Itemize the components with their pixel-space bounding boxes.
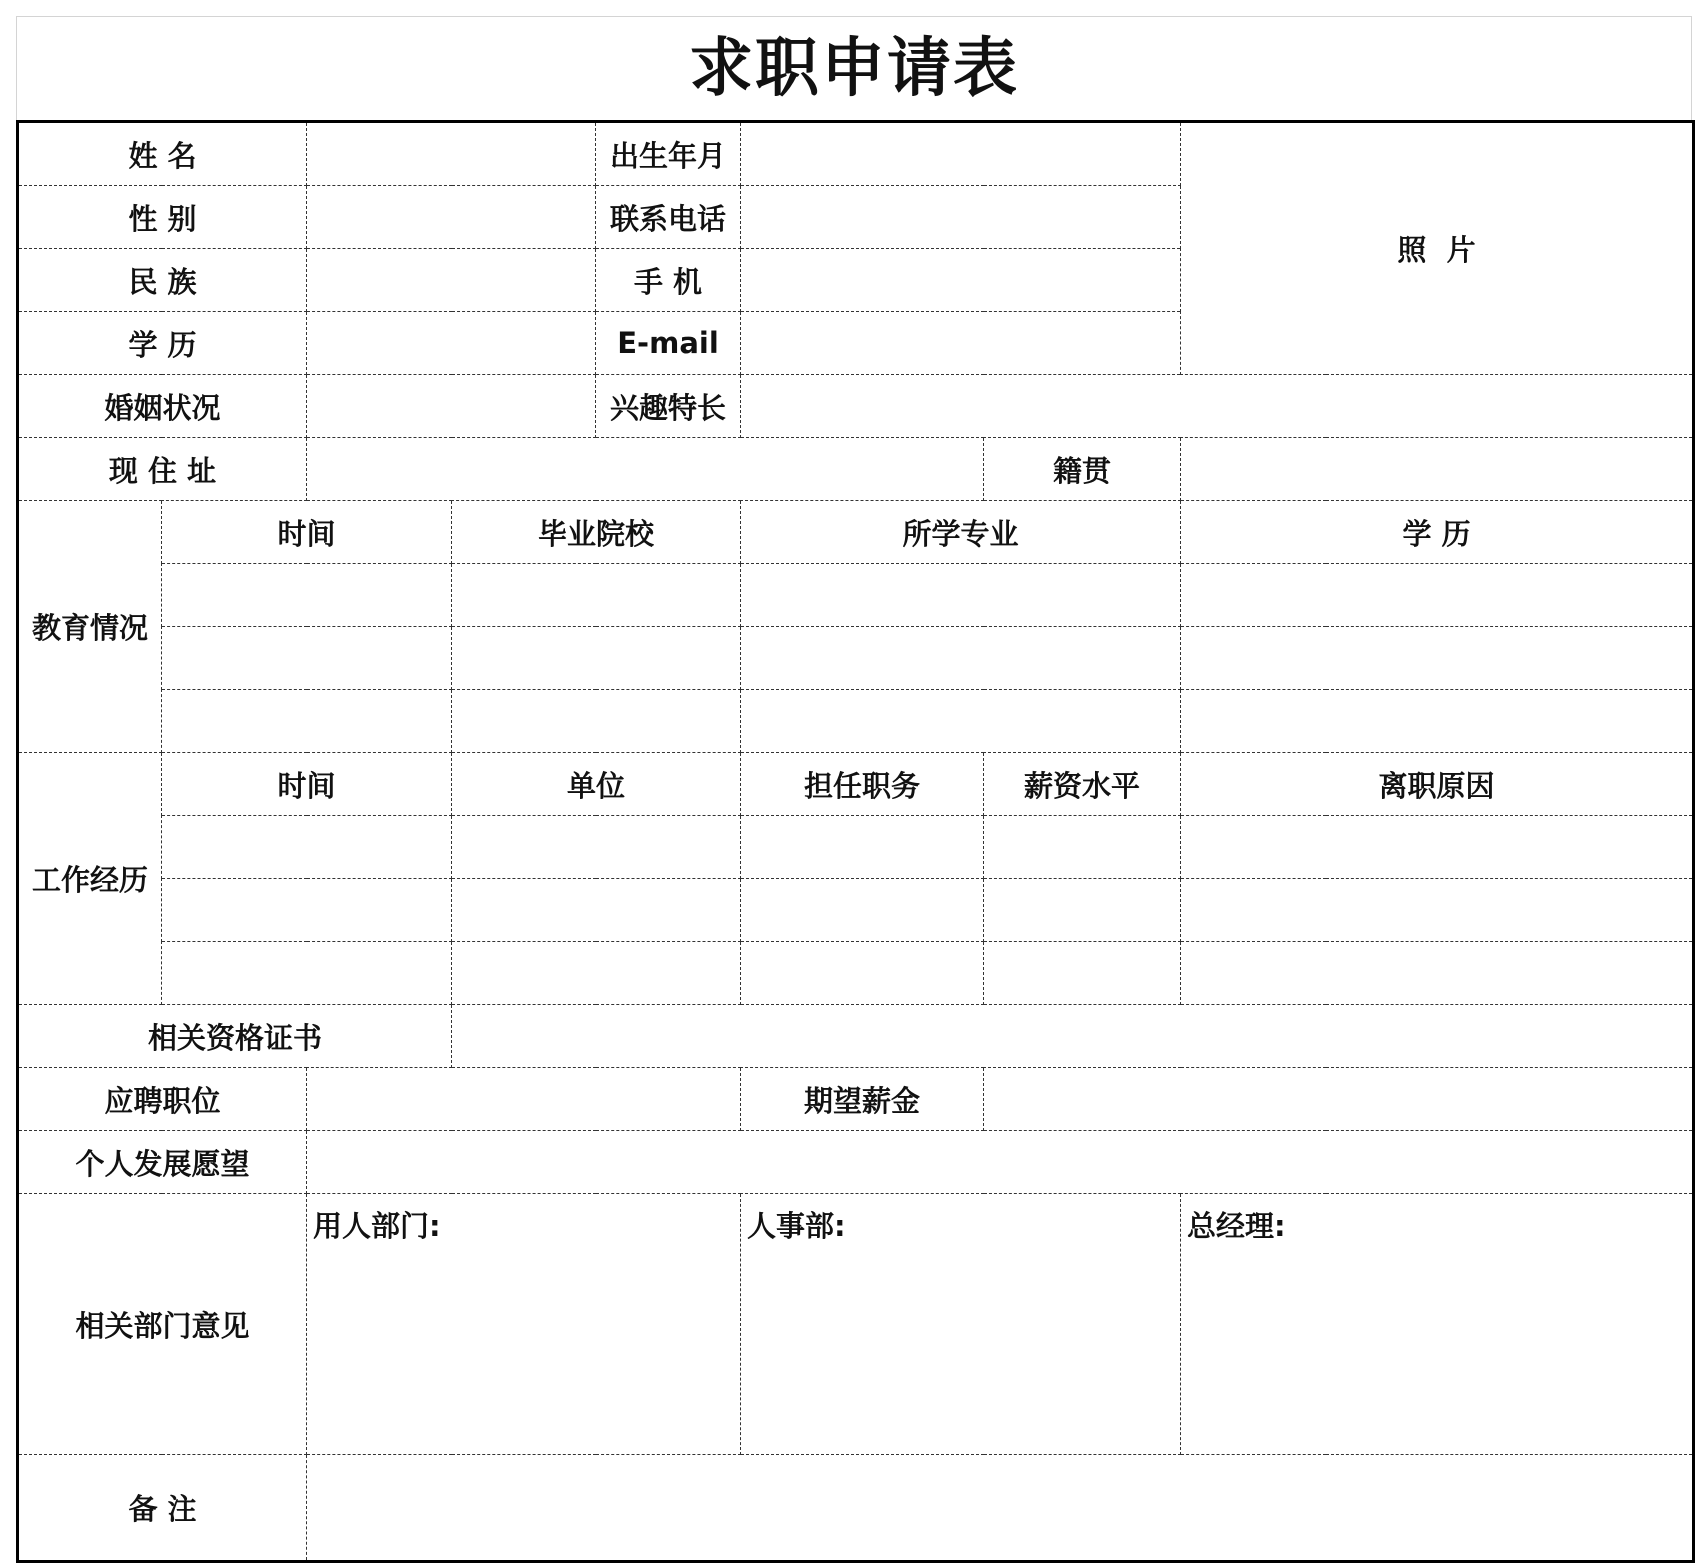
work-salary-field[interactable]: [984, 816, 1181, 879]
birth-label: 出生年月: [596, 122, 741, 186]
salary-field[interactable]: [984, 1068, 1694, 1131]
edu-time-field[interactable]: [162, 564, 452, 627]
work-reason-field[interactable]: [1181, 816, 1694, 879]
phone-field[interactable]: [741, 186, 1181, 249]
edu-school-field[interactable]: [452, 564, 741, 627]
address-label: 现 住 址: [18, 438, 307, 501]
hometown-label: 籍贯: [984, 438, 1181, 501]
work-time-field[interactable]: [162, 816, 452, 879]
work-company-field[interactable]: [452, 816, 741, 879]
work-position-field[interactable]: [741, 942, 984, 1005]
work-time-field[interactable]: [162, 942, 452, 1005]
edu-degree-field[interactable]: [1181, 627, 1694, 690]
work-header-salary: 薪资水平: [984, 753, 1181, 816]
application-form-table: [16, 120, 1695, 1563]
edu-time-field[interactable]: [162, 627, 452, 690]
work-row: [18, 942, 1694, 1005]
edu-degree-field[interactable]: [1181, 564, 1694, 627]
name-field[interactable]: [307, 122, 596, 186]
work-row: [18, 816, 1694, 879]
certificates-label: 相关资格证书: [18, 1005, 452, 1068]
hr-opinion-field[interactable]: [741, 1194, 1181, 1455]
education-row: [18, 690, 1694, 753]
edu-header-degree: 学 历: [1181, 501, 1694, 564]
edu-major-field[interactable]: [741, 690, 1181, 753]
hobby-field[interactable]: [741, 375, 1694, 438]
work-reason-field[interactable]: [1181, 879, 1694, 942]
remarks-field[interactable]: [307, 1455, 1694, 1562]
marital-label: 婚姻状况: [18, 375, 307, 438]
application-sheet: [16, 16, 1692, 1524]
work-header-time: 时间: [162, 753, 452, 816]
salary-label: 期望薪金: [741, 1068, 984, 1131]
edu-major-field[interactable]: [741, 627, 1181, 690]
work-row: [18, 879, 1694, 942]
education-row: [18, 564, 1694, 627]
hometown-field[interactable]: [1181, 438, 1694, 501]
dept-opinion-field[interactable]: [307, 1194, 741, 1455]
birth-field[interactable]: [741, 122, 1181, 186]
photo-cell[interactable]: [1181, 122, 1694, 375]
work-header-reason: 离职原因: [1181, 753, 1694, 816]
work-company-field[interactable]: [452, 942, 741, 1005]
email-label: E-mail: [596, 312, 741, 375]
title-area: [16, 16, 1692, 121]
hobby-label: 兴趣特长: [596, 375, 741, 438]
edu-header-major: 所学专业: [741, 501, 1181, 564]
development-field[interactable]: [307, 1131, 1694, 1194]
dept-opinion-label: 用人部门:: [313, 1209, 441, 1243]
address-field[interactable]: [307, 438, 984, 501]
education-label: 学 历: [18, 312, 307, 375]
education-row: [18, 627, 1694, 690]
work-header-company: 单位: [452, 753, 741, 816]
mobile-label: 手 机: [596, 249, 741, 312]
marital-field[interactable]: [307, 375, 596, 438]
edu-header-school: 毕业院校: [452, 501, 741, 564]
edu-degree-field[interactable]: [1181, 690, 1694, 753]
email-field[interactable]: [741, 312, 1181, 375]
gm-opinion-label: 总经理:: [1187, 1209, 1286, 1243]
work-position-field[interactable]: [741, 879, 984, 942]
position-label: 应聘职位: [18, 1068, 307, 1131]
work-time-field[interactable]: [162, 879, 452, 942]
remarks-label: 备 注: [18, 1455, 307, 1562]
certificates-field[interactable]: [452, 1005, 1694, 1068]
work-salary-field[interactable]: [984, 879, 1181, 942]
ethnicity-field[interactable]: [307, 249, 596, 312]
edu-major-field[interactable]: [741, 564, 1181, 627]
work-reason-field[interactable]: [1181, 942, 1694, 1005]
edu-school-field[interactable]: [452, 690, 741, 753]
edu-header-time: 时间: [162, 501, 452, 564]
ethnicity-label: 民 族: [18, 249, 307, 312]
work-company-field[interactable]: [452, 879, 741, 942]
education-section-label: 教育情况: [18, 501, 162, 753]
work-salary-field[interactable]: [984, 942, 1181, 1005]
mobile-field[interactable]: [741, 249, 1181, 312]
gender-field[interactable]: [307, 186, 596, 249]
photo-label: 照 片: [1397, 233, 1476, 267]
hr-opinion-label: 人事部:: [747, 1209, 846, 1243]
form-title: 求职申请表: [689, 32, 1019, 106]
phone-label: 联系电话: [596, 186, 741, 249]
work-position-field[interactable]: [741, 816, 984, 879]
edu-school-field[interactable]: [452, 627, 741, 690]
edu-time-field[interactable]: [162, 690, 452, 753]
opinion-section-label: 相关部门意见: [18, 1194, 307, 1455]
name-label: 姓 名: [18, 122, 307, 186]
gm-opinion-field[interactable]: [1181, 1194, 1694, 1455]
work-section-label: 工作经历: [18, 753, 162, 1005]
position-field[interactable]: [307, 1068, 741, 1131]
gender-label: 性 别: [18, 186, 307, 249]
development-label: 个人发展愿望: [18, 1131, 307, 1194]
work-header-position: 担任职务: [741, 753, 984, 816]
education-field[interactable]: [307, 312, 596, 375]
